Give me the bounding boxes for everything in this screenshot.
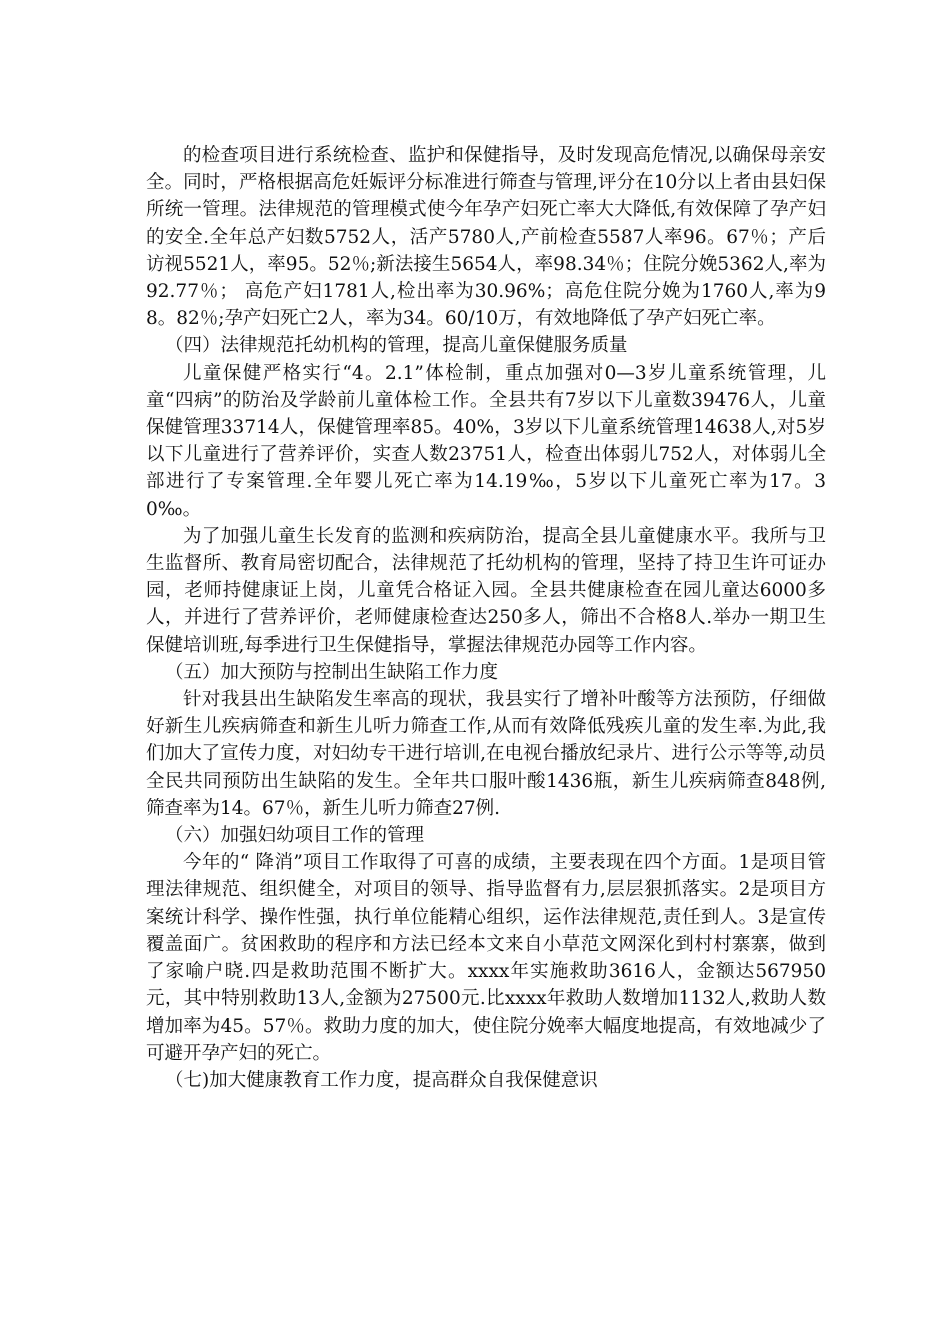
paragraph-maternal-safety: 的检查项目进行系统检查、监护和保健指导，及时发现高危情况,以确保母亲安全。同时，严格根据高危妊娠评分标准进行筛查与管理,评分在10分以上者由县妇保所统一管理。法律规范的管理模式使今年孕产妇死亡率大大降低,有效保障了孕产妇的安全.全年总产妇数5752人，活产5780人,产前检查5587人率96。67％；产后访视5521人，率95。52％;新法接生5654人，率98.34％；住院分娩5362人,率为92.77％； 高危产妇1781人,检出率为30.96%；高危住院分娩为1760人,率为98。82％;孕产妇死亡2人，率为34。60/10万，有效地降低了孕产妇死亡率。 <box>146 145 826 330</box>
section-heading-5: （五）加大预防与控制出生缺陷工作力度 <box>165 661 499 683</box>
paragraph-child-health: 儿童保健严格实行“4。2.1”体检制，重点加强对0—3岁儿童系统管理，儿童“四病”的防治及学龄前儿童体检工作。全县共有7岁以下儿童数39476人，儿童保健管理33714人，保健管理率85。40%，3岁以下儿童系统管理14638人,对5岁以下儿童进行了营养评价，实查人数23751人，检查出体弱儿752人，对体弱儿全部进行了专案管理.全年婴儿死亡率为14.19‰，5岁以下儿童死亡率为17。30‰。 <box>146 362 826 520</box>
section-heading-6: （六）加强妇幼项目工作的管理 <box>165 825 425 847</box>
paragraph-project-management: 今年的“ 降消”项目工作取得了可喜的成绩，主要表现在四个方面。1是项目管理法律规范、组织健全，对项目的领导、指导监督有力,层层狠抓落实。2是项目方案统计科学、操作性强，执行单位能精心组织，运作法律规范,责任到人。3是宣传覆盖面广。贫困救助的程序和方法已经本文来自小草范文网深化到村村寨寨，做到了家喻户晓.四是救助范围不断扩大。xxxx年实施救助3616人，金额达567950元，其中特别救助13人,金额为27500元.比xxxx年救助人数增加1132人,救助人数增加率为45。57％。救助力度的加大，使住院分娩率大幅度地提高，有效地减少了可避开孕产妇的死亡。 <box>146 852 826 1064</box>
document-body <box>146 142 826 1094</box>
paragraph-birth-defects: 针对我县出生缺陷发生率高的现状，我县实行了增补叶酸等方法预防，仔细做好新生儿疾病筛查和新生儿听力筛查工作,从而有效降低残疾儿童的发生率.为此,我们加大了宣传力度，对妇幼专干进行培训,在电视台播放纪录片、进行公示等等,动员全民共同预防出生缺陷的发生。全年共口服叶酸1436瓶，新生儿疾病筛查848例,筛查率为14。67％，新生儿听力筛查27例. <box>146 689 826 819</box>
paragraph-kindergarten-management: 为了加强儿童生长发育的监测和疾病防治，提高全县儿童健康水平。我所与卫生监督所、教育局密切配合，法律规范了托幼机构的管理，坚持了持卫生许可证办园，老师持健康证上岗，儿童凭合格证入园。全县共健康检查在园儿童达6000多人，并进行了营养评价，老师健康检查达250多人，筛出不合格8人.举办一期卫生保健培训班,每季进行卫生保健指导，掌握法律规范办园等工作内容。 <box>146 525 826 656</box>
section-heading-7: （七)加大健康教育工作力度，提高群众自我保健意识 <box>165 1069 598 1091</box>
section-heading-4: （四）法律规范托幼机构的管理，提高儿童保健服务质量 <box>165 335 628 357</box>
